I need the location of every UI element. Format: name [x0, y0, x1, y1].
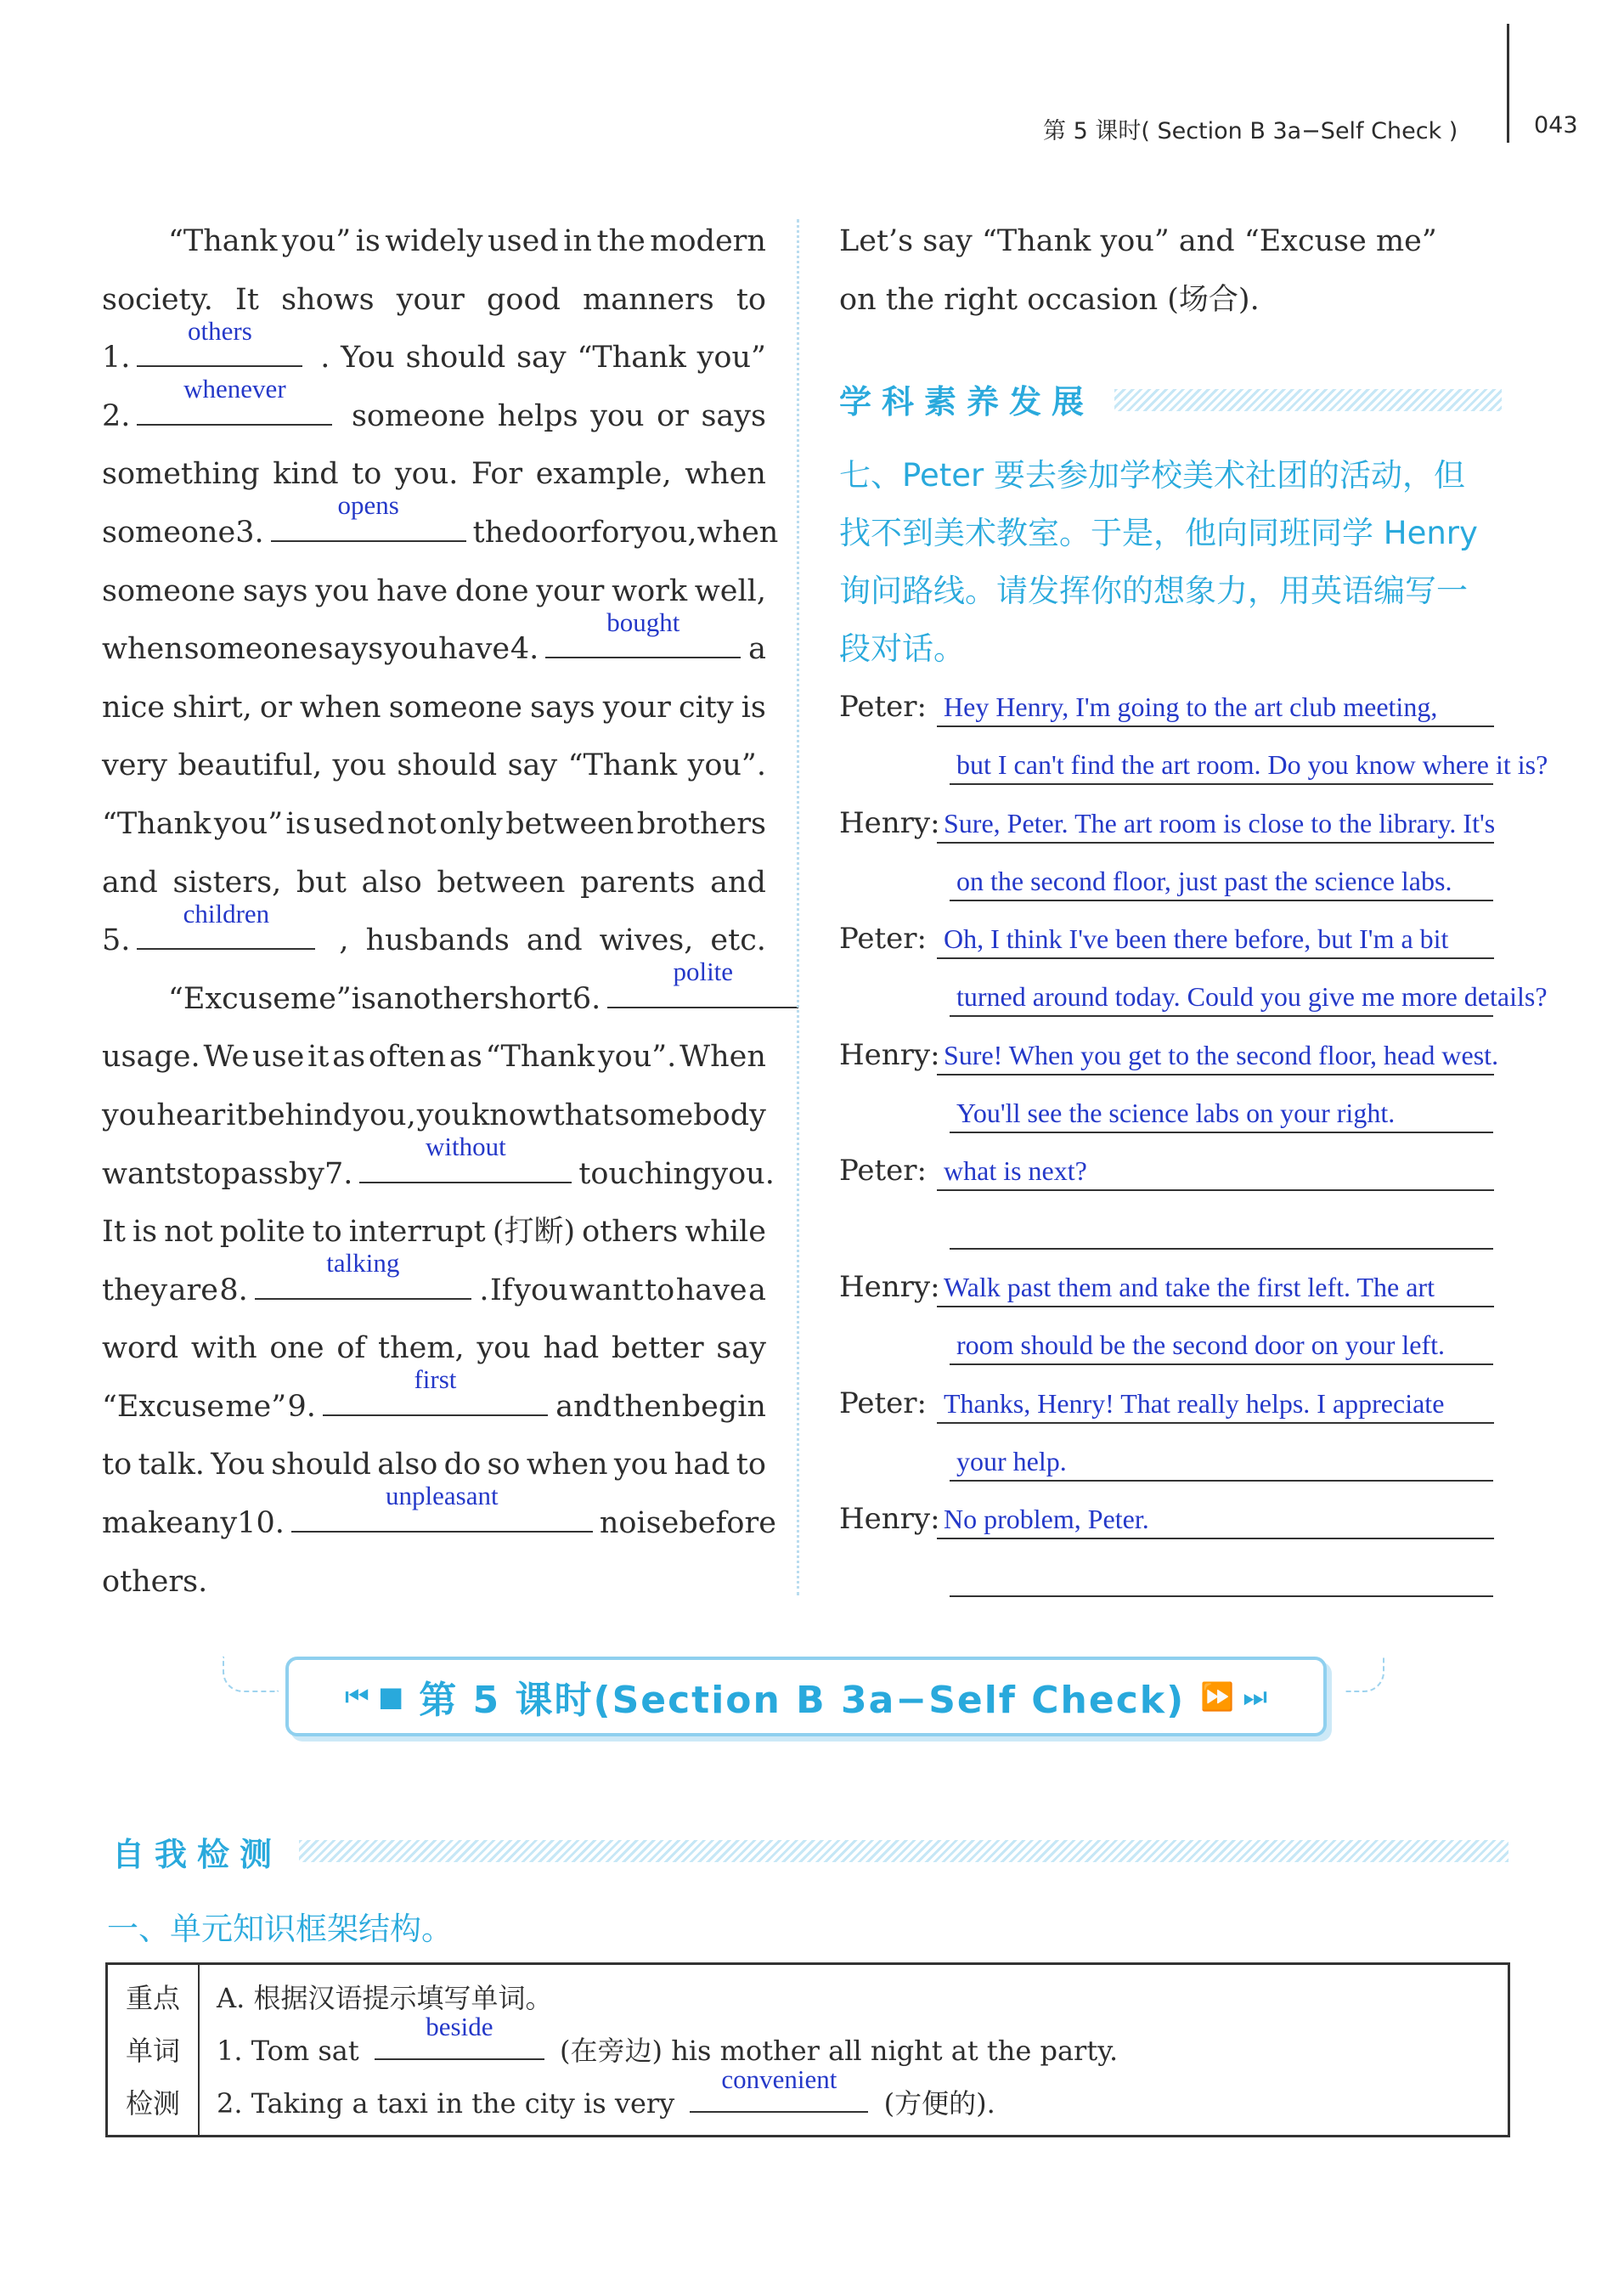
passage-line: they are 8. talking . If you want to have a [102, 1262, 766, 1320]
blank-group [510, 607, 747, 679]
passage-line: something kind to you. For example, when [102, 457, 766, 492]
page-header-lesson: 第 5 课时( Section B 3a−Self Check ) [1043, 118, 1458, 144]
dialog-answer-line[interactable]: Hey Henry, I'm going to the art club meeting, [937, 686, 1494, 727]
table-item: 1. Tom sat beside (在旁边) his mother all night at the party. [217, 2024, 1491, 2077]
answer-text: first [414, 1364, 457, 1395]
blank-number: 6. [572, 981, 601, 1016]
blank-group [287, 1364, 555, 1437]
blank-number: 10. [237, 1506, 285, 1541]
blank-number: 5. [102, 923, 131, 958]
passage-line: word with one of them, you had better say [102, 1331, 766, 1366]
side-label: 检测 [125, 2087, 180, 2120]
answer-blank[interactable] [137, 898, 315, 950]
speaker-label: Peter: [839, 690, 927, 724]
speaker-label: Henry: [839, 1502, 940, 1537]
passage-line: you hear it behind you, you know that somebody [102, 1098, 766, 1132]
blank-number: 2. [102, 398, 131, 433]
passage-line: when someone says you have 4. bought a [102, 620, 766, 679]
passage-line: very beautiful, you should say “Thank you”. [102, 748, 766, 783]
answer-text: bought [606, 607, 680, 637]
blank-number: 7. [324, 1156, 353, 1191]
passage-line: and sisters, but also between parents and [102, 865, 766, 900]
dialog-answer-line[interactable]: room should be the second door on your left. [950, 1324, 1493, 1365]
answer-blank[interactable] [255, 1248, 471, 1300]
passage-line: Let’s say “Thank you” and “Excuse me” [839, 224, 1437, 258]
answer-text: convenient [721, 2064, 837, 2094]
dialog-row [839, 796, 1587, 854]
title-stripe [1114, 389, 1502, 411]
dialog-answer-line[interactable]: Sure! When you get to the second floor, head west. [937, 1035, 1494, 1075]
blank-group [102, 898, 322, 970]
dialog-answer-line[interactable]: your help. [950, 1441, 1493, 1482]
banner-decoration-right [1344, 1657, 1384, 1692]
header-divider [1507, 24, 1509, 143]
task-line: 段对话。 [839, 630, 965, 667]
dialog-answer-line[interactable]: No problem, Peter. [937, 1499, 1494, 1539]
speaker-label: Peter: [839, 922, 927, 957]
passage-line: someone says you have done your work well, [102, 573, 766, 608]
dialog-answer-line[interactable]: Oh, I think I've been there before, but I'm a bit [937, 918, 1494, 959]
answer-text: whenever [183, 374, 286, 404]
answer-blank[interactable] [323, 1364, 548, 1416]
speaker-label: Henry: [839, 1037, 940, 1072]
answer-blank[interactable] [137, 374, 332, 426]
skip-back-icon: ⏮ ■ [344, 1679, 404, 1713]
side-label: 重点 [125, 1982, 180, 2014]
dialog-row [839, 680, 1587, 737]
blank-number: 1. [102, 341, 131, 375]
dialog-row [839, 1260, 1587, 1318]
passage-line: “Thank you” is widely used in the modern [168, 224, 766, 258]
blank-number: 9. [287, 1389, 316, 1424]
section-title-literacy: 学科素养发展 [839, 383, 1095, 421]
dialog-row [839, 1550, 1587, 1607]
dialog-row [839, 1434, 1587, 1492]
dialog-row [839, 1143, 1587, 1201]
answer-text: children [183, 898, 270, 929]
banner-decoration-left [223, 1657, 279, 1692]
passage-line: to talk. You should also do so when you had to [102, 1448, 766, 1482]
answer-text: polite [673, 957, 734, 987]
answer-text: beside [426, 2012, 493, 2041]
blank-group [572, 957, 805, 1029]
dialog-answer-line[interactable]: Sure, Peter. The art room is close to the library. It's [937, 803, 1494, 844]
passage-line: 1. others . You should say “Thank you” [102, 329, 766, 387]
passage-line: society. It shows your good manners to [102, 282, 766, 317]
passage-line: 2. whenever someone helps you or says [102, 387, 766, 446]
dialog-row [839, 1202, 1587, 1260]
task-instructions [839, 447, 1510, 678]
passage-line: It is not polite to interrupt (打断) others while [102, 1215, 766, 1250]
answer-blank[interactable] [607, 957, 798, 1008]
dialog-row [839, 1492, 1587, 1550]
passage-line: someone 3. opens the door for you, when [102, 504, 766, 562]
dialog-row [839, 737, 1587, 795]
speaker-label: Henry: [839, 1269, 940, 1304]
speaker-label: Peter: [839, 1386, 927, 1420]
speaker-label: Henry: [839, 805, 940, 840]
banner-title: 第 5 课时(Section B 3a−Self Check) [419, 1679, 1186, 1722]
blank-group [324, 1131, 578, 1204]
task-line: 询问路线。请发挥你的想象力，用英语编写一 [839, 573, 1468, 609]
blank-group [219, 1248, 477, 1320]
dialog-answer-line[interactable]: Walk past them and take the first left. The art [937, 1267, 1494, 1307]
task-line: 七、Peter 要去参加学校美术社团的活动，但 [839, 457, 1465, 494]
blank-number: 3. [235, 515, 264, 550]
section-title-self-check: 自我检测 [112, 1836, 283, 1873]
table-side-label [108, 1965, 200, 2135]
blank-group [102, 374, 339, 446]
title-stripe [299, 1840, 1508, 1862]
table-item: 2. Taking a taxi in the city is very convenient (方便的). [217, 2077, 1491, 2130]
dialog-answer-line[interactable]: but I can't find the art room. Do you know where it is? [950, 744, 1493, 785]
answer-blank[interactable] [545, 607, 741, 658]
passage-line: nice shirt, or when someone says your city is [102, 690, 766, 725]
blank-number: 4. [510, 632, 539, 667]
answer-blank[interactable] [291, 1481, 593, 1533]
passage-line: 5. children , husbands and wives, etc. [102, 912, 766, 970]
answer-blank[interactable] [375, 2012, 544, 2060]
passage-line: “Excuse me” is another short 6. polite [102, 970, 766, 1029]
cloze-passage [102, 212, 779, 1611]
lesson-banner [285, 1657, 1327, 1736]
speaker-label: Peter: [839, 1154, 927, 1188]
passage-line: usage. We use it as often as “Thank you”. When [102, 1040, 766, 1075]
dialog-row [839, 1318, 1587, 1375]
answer-blank[interactable] [359, 1131, 572, 1183]
side-label: 单词 [125, 2035, 180, 2067]
answer-text: unpleasant [386, 1481, 499, 1511]
passage-line: wants to pass by 7. without touching you. [102, 1145, 766, 1204]
page-number: 043 [1534, 112, 1578, 138]
dialog-row [839, 1086, 1587, 1143]
dialog-answer-line[interactable]: on the second floor, just past the science labs. [950, 861, 1493, 901]
answer-text: others [188, 315, 252, 346]
dialog-answer-line[interactable]: what is next? [937, 1150, 1494, 1191]
blank-group [235, 490, 472, 562]
dialog-answer-line[interactable] [950, 1209, 1493, 1250]
dialog-answer-line[interactable]: Thanks, Henry! That really helps. I appreciate [937, 1383, 1494, 1424]
passage-line: “Thank you” is used not only between brothers [102, 806, 766, 841]
section-heading-1: 一、单元知识框架结构。 [107, 1911, 453, 1947]
table-heading: A. 根据汉语提示填写单词。 [217, 1982, 553, 2014]
dialog-answer [839, 680, 1587, 1608]
answer-text: without [425, 1131, 506, 1161]
answer-blank[interactable] [690, 2064, 868, 2113]
answer-blank[interactable] [271, 490, 466, 542]
task-line: 找不到美术教室。于是，他向同班同学 Henry [839, 515, 1478, 551]
dialog-answer-line[interactable]: You'll see the science labs on your right. [950, 1092, 1493, 1133]
answer-text: opens [337, 490, 399, 521]
dialog-answer-line[interactable]: turned around today. Could you give me more details? [950, 976, 1493, 1017]
passage-line: make any 10. unpleasant noise before [102, 1494, 766, 1553]
passage-line: on the right occasion (场合). [839, 282, 1260, 317]
dialog-answer-line[interactable] [950, 1556, 1493, 1597]
column-divider [797, 219, 799, 1595]
dialog-row [839, 854, 1587, 912]
dialog-row [839, 1028, 1587, 1086]
passage-line: “Excuse me” 9. first and then begin [102, 1378, 766, 1437]
passage-line: others. [102, 1564, 208, 1599]
table-content [217, 1972, 1491, 2130]
answer-text: talking [326, 1248, 400, 1279]
word-check-table [105, 1962, 1510, 2137]
blank-number: 8. [219, 1273, 248, 1307]
dialog-row [839, 969, 1587, 1027]
dialog-row [839, 1376, 1587, 1434]
dialog-row [839, 912, 1587, 969]
passage-ending [839, 212, 1502, 329]
skip-forward-icon: ⏩ ⏭ [1200, 1679, 1268, 1713]
